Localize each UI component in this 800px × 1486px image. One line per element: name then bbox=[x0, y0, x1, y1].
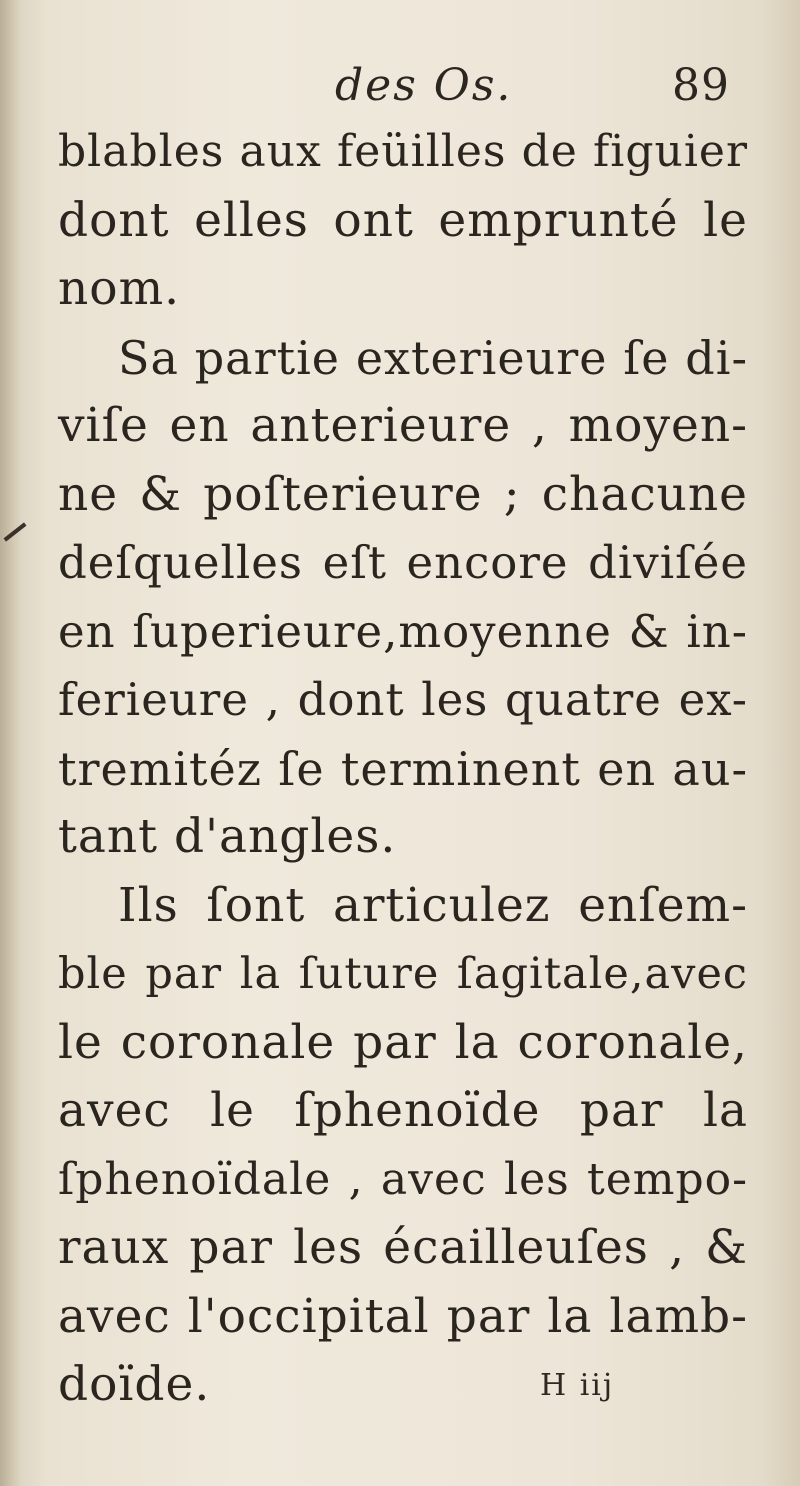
text-line: Sa partie exterieure ſe di- bbox=[118, 330, 748, 385]
signature-mark: H iij bbox=[540, 1368, 615, 1403]
text-line: dont elles ont emprunté le bbox=[58, 192, 748, 248]
running-head bbox=[0, 60, 800, 120]
page-number: 89 bbox=[672, 60, 730, 111]
text-line: avec l'occipital par la lamb- bbox=[58, 1288, 748, 1344]
text-line: doïde. bbox=[58, 1357, 211, 1412]
text-line: avec le ſphenoïde par la bbox=[58, 1083, 748, 1138]
text-line: tant d'angles. bbox=[58, 809, 397, 864]
text-line: blables aux feüilles de figuier bbox=[58, 126, 748, 177]
text-line: ble par la ſuture ſagitale,avec bbox=[58, 949, 748, 999]
text-line: Ils ſont articulez enſem- bbox=[118, 877, 748, 933]
text-line: le coronale par la coronale, bbox=[58, 1014, 748, 1070]
text-line: raux par les écailleuſes , & bbox=[58, 1220, 748, 1275]
text-line: viſe en anterieure , moyen- bbox=[58, 398, 748, 453]
text-line: tremitéz ſe terminent en au- bbox=[58, 741, 748, 796]
body-text bbox=[58, 118, 748, 1420]
gutter-shadow bbox=[0, 0, 22, 1486]
text-line: nom. bbox=[58, 261, 181, 316]
text-line: ferieure , dont les quatre ex- bbox=[58, 673, 748, 726]
text-line: en ſuperieure,moyenne & in- bbox=[58, 604, 748, 658]
running-head-title: des Os. bbox=[335, 60, 513, 111]
text-line: deſquelles eſt encore diviſée bbox=[58, 536, 748, 589]
text-line: ſphenoïdale , avec les tempo- bbox=[58, 1153, 748, 1205]
text-line: ne & poſterieure ; chacune bbox=[58, 466, 748, 522]
